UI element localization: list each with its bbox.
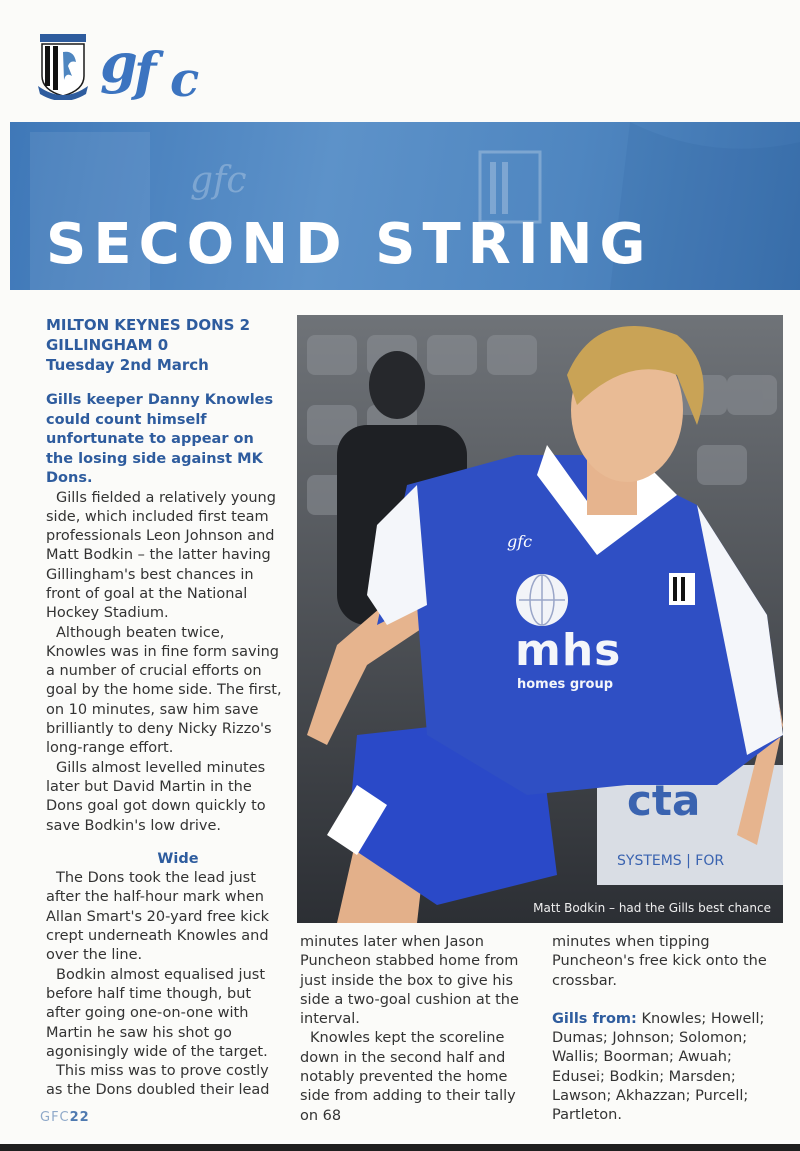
result-away: GILLINGHAM 0 <box>46 336 169 354</box>
shirt-sponsor: mhs <box>515 625 622 676</box>
article-paragraph: minutes later when Jason Puncheon stabbed home from just inside the box to give his side a two-goal cushion at the interval. <box>300 934 519 1028</box>
article-paragraph: Bodkin almost equalised just before half time though, but after going one-on-one with Martin he saw his shot go agonisingly wide of the target. <box>46 966 268 1060</box>
footballer-image-icon <box>297 315 783 923</box>
article-paragraph: Gills almost levelled minutes later but David Martin in the Dons goal got down quickly to save Bodkin's low drive. <box>46 759 266 834</box>
squad-names: Knowles; Howell; Dumas; Johnson; Solomon; Wallis; Boorman; Awuah; Edusei; Bodkin; Marsden; Lawson; Akhazzan; Purcell; Partleton. <box>552 1010 765 1124</box>
club-crest-icon <box>36 32 90 100</box>
svg-text:gfc: gfc <box>190 160 247 201</box>
result-home: MILTON KEYNES DONS 2 <box>46 316 251 334</box>
squad-label: Gills from: <box>552 1010 637 1027</box>
article-paragraph: Although beaten twice, Knowles was in fine form saving a number of crucial efforts on goal by the home side. The first, on 10 minutes, saw him save brilliantly to deny Nicky Rizzo's long-range effort. <box>46 624 282 757</box>
svg-text:gfc: gfc <box>507 532 533 551</box>
article-lead: Gills keeper Danny Knowles could count himself unfortunate to appear on the losing side against MK Dons. <box>46 392 274 486</box>
page-number-value: 22 <box>69 1110 90 1125</box>
svg-text:SYSTEMS | FOR: SYSTEMS | FOR <box>617 853 725 869</box>
article-paragraph: minutes when tipping Puncheon's free kick onto the crossbar. <box>552 934 767 989</box>
page-number <box>40 1110 90 1125</box>
bottom-edge <box>0 1144 800 1151</box>
photo-caption: Matt Bodkin – had the Gills best chance <box>533 901 771 915</box>
svg-text:cta: cta <box>627 776 701 825</box>
gfc-logo-icon <box>100 34 240 102</box>
article-paragraph: The Dons took the lead just after the half-hour mark when Allan Smart's 20-yard free kick crept underneath Knowles and over the line. <box>46 870 270 964</box>
article-paragraph: Knowles kept the scoreline down in the second half and notably prevented the home side from adding to their tally on 68 <box>300 1030 516 1124</box>
page-prefix: GFC <box>40 1110 70 1125</box>
svg-text:g: g <box>100 34 138 95</box>
svg-text:c: c <box>170 52 200 102</box>
player-photo <box>297 315 783 923</box>
section-banner <box>10 122 800 290</box>
article-paragraph: This miss was to prove costly as the Dons doubled their lead <box>46 1063 270 1099</box>
svg-text:f: f <box>134 42 157 102</box>
shirt-sponsor-sub: homes group <box>517 677 614 692</box>
article-column-2 <box>300 933 532 1126</box>
article-column-3 <box>552 933 788 1126</box>
page-title: SECOND STRING <box>46 212 653 277</box>
match-date: Tuesday 2nd March <box>46 356 209 374</box>
squad-list <box>552 1010 788 1126</box>
article-column-1 <box>46 315 282 1101</box>
article-paragraph: Gills fielded a relatively young side, which included first team professionals Leon Johnson and Matt Bodkin – the latter having Gillingham's best chances in front of goal at the National Hockey Stadium. <box>46 489 276 622</box>
article-subheading: Wide <box>157 850 199 867</box>
